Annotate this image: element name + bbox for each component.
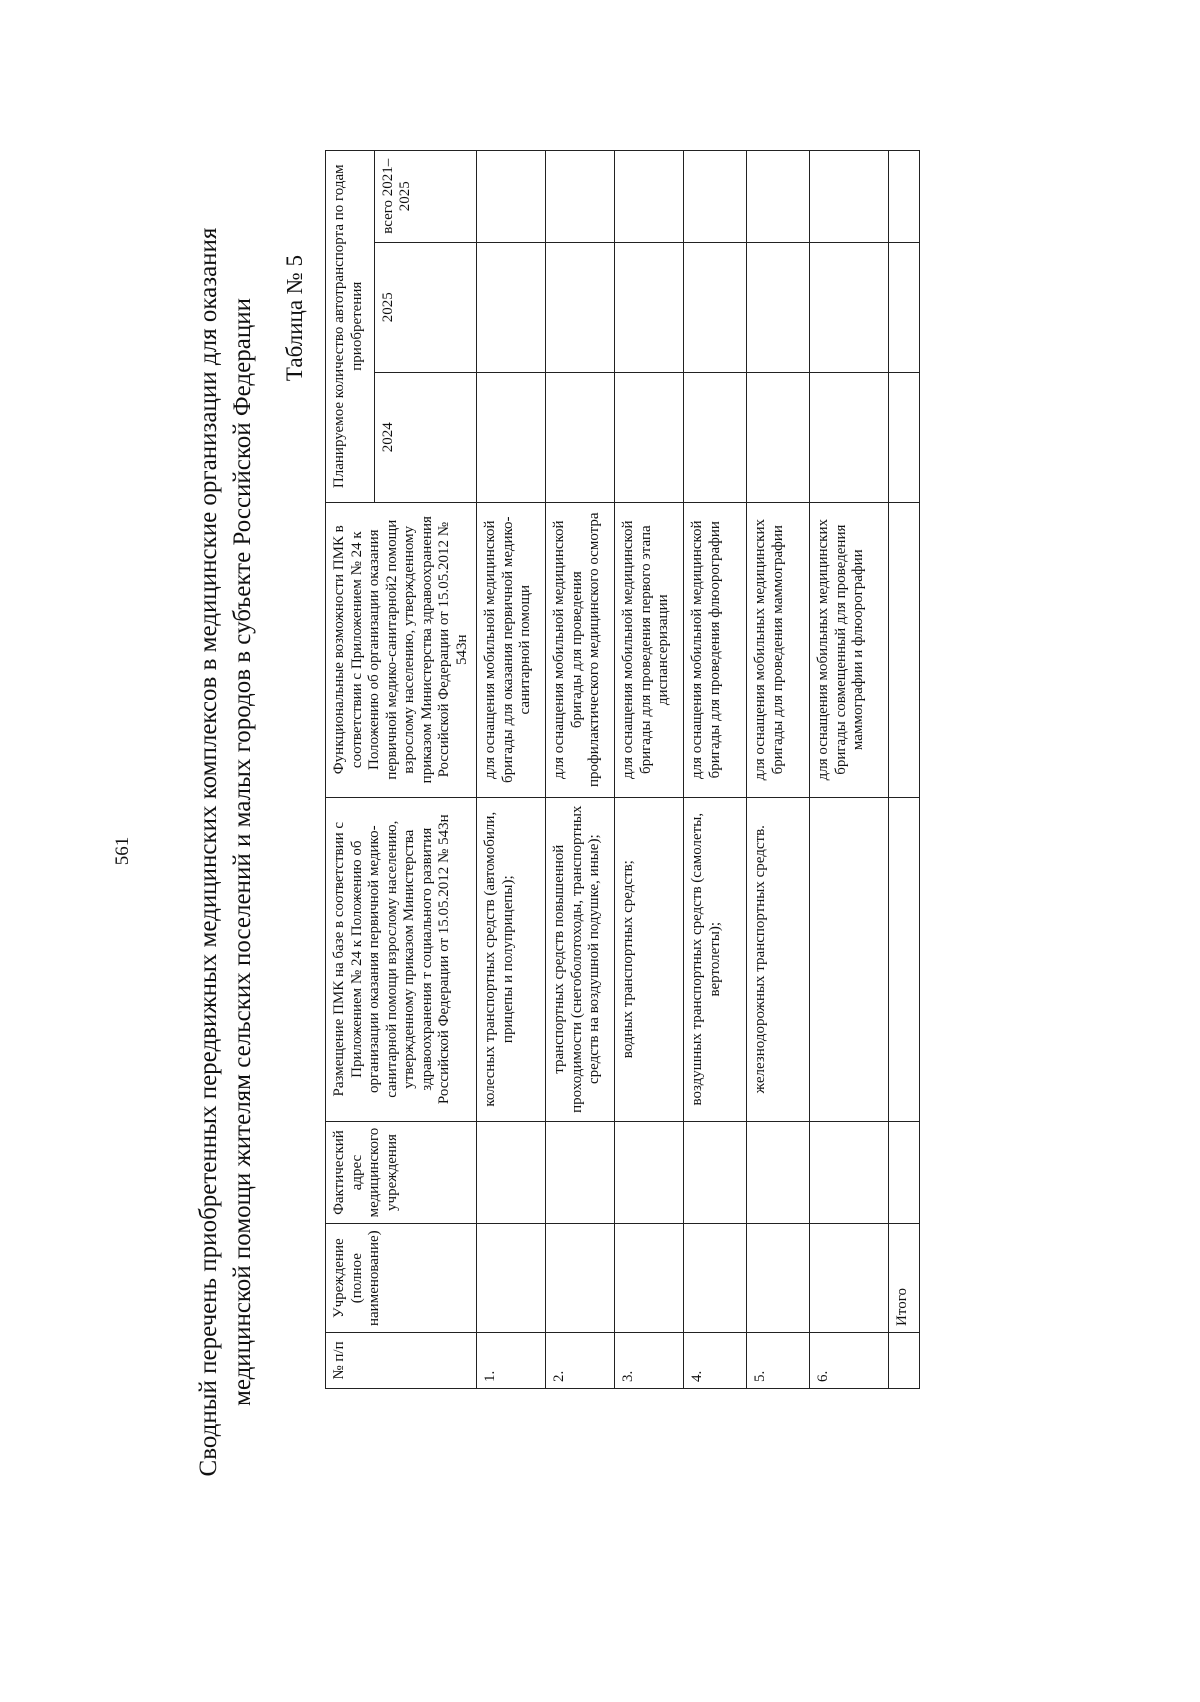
capabilities-cell: для оснащения мобильных медицинских бригады совмещенный для проведения маммографии и флюорографии (810, 502, 889, 797)
qty-2025-cell (615, 242, 684, 372)
table-row (546, 150, 615, 1388)
total-address-cell (889, 1121, 920, 1224)
total-number-cell (889, 1333, 920, 1389)
header-year-2025: 2025 (374, 242, 476, 372)
qty-2025-cell (546, 242, 615, 372)
row-number: 1. (477, 1333, 546, 1389)
table-caption: Таблица № 5 (282, 255, 307, 382)
total-all-cell (889, 150, 920, 242)
table-row (810, 150, 889, 1388)
address-cell (810, 1121, 889, 1224)
row-number: 5. (747, 1333, 810, 1389)
address-cell (546, 1121, 615, 1224)
header-year-2024: 2024 (374, 372, 476, 502)
qty-total-cell (546, 150, 615, 242)
address-cell (615, 1121, 684, 1224)
placement-cell: воздушных транспортных средств (самолеты, вертолеты); (684, 797, 747, 1121)
total-2024-cell (889, 372, 920, 502)
qty-2024-cell (477, 372, 546, 502)
header-capabilities: Функциональные возможности ПМК в соответствии с Приложением № 24 к Положению об организации оказания первичной медико-санитарной2 помощи взрослому населению, утвержденному приказом Министерства здравоохранения Российской Федерации от 15.05.2012 № 543н (326, 502, 477, 797)
header-placement: Размещение ПМК на базе в соответствии с Приложением № 24 к Положению об организации оказания первичной медико-санитарной помощи взрослому населению, утвержденному приказом Министерства здравоохранения т социального развития Российской Федерации от 15.05.2012 № 543н (326, 797, 477, 1121)
institution-cell (615, 1224, 684, 1333)
placement-cell: колесных транспортных средств (автомобили, прицепы и полуприцепы); (477, 797, 546, 1121)
header-number: № п/п (326, 1333, 477, 1389)
header-address: Фактический адрес медицинского учреждения (326, 1121, 477, 1224)
qty-2025-cell (477, 242, 546, 372)
total-row (889, 150, 920, 1388)
summary-table (325, 150, 920, 1389)
qty-2024-cell (747, 372, 810, 502)
title-line-2: медицинской помощи жителям сельских поселений и малых городов в субъекте Российской Федерации (229, 298, 256, 1406)
table-row (684, 150, 747, 1388)
institution-cell (810, 1224, 889, 1333)
header-total-years: всего 2021–2025 (374, 150, 476, 242)
qty-2024-cell (546, 372, 615, 502)
institution-cell (546, 1224, 615, 1333)
total-label: Итого (889, 1224, 920, 1333)
qty-2024-cell (810, 372, 889, 502)
page-number: 561 (112, 836, 133, 866)
total-capabilities-cell (889, 502, 920, 797)
qty-2024-cell (615, 372, 684, 502)
qty-2025-cell (747, 242, 810, 372)
table-row (615, 150, 684, 1388)
qty-total-cell (810, 150, 889, 242)
institution-cell (747, 1224, 810, 1333)
qty-total-cell (747, 150, 810, 242)
capabilities-cell: для оснащения мобильных медицинских бригады для проведения маммографии (747, 502, 810, 797)
qty-2024-cell (684, 372, 747, 502)
institution-cell (477, 1224, 546, 1333)
address-cell (747, 1121, 810, 1224)
title-line-1: Сводный перечень приобретенных передвижных медицинских комплексов в медицинские организации для оказания (195, 227, 222, 1477)
qty-total-cell (615, 150, 684, 242)
qty-2025-cell (810, 242, 889, 372)
table-row (747, 150, 810, 1388)
placement-cell: транспортных средств повышенной проходимости (снегоболотоходы, транспортных средств на воздушной подушке, иные); (546, 797, 615, 1121)
header-institution: Учреждение (полное наименование) (326, 1224, 477, 1333)
capabilities-cell: для оснащения мобильной медицинской бригады для проведения первого этапа диспансеризации (615, 502, 684, 797)
qty-2025-cell (684, 242, 747, 372)
row-number: 6. (810, 1333, 889, 1389)
capabilities-cell: для оснащения мобильной медицинской бригады для проведения профилактического медицинского осмотра (546, 502, 615, 797)
total-2025-cell (889, 242, 920, 372)
row-number: 4. (684, 1333, 747, 1389)
qty-total-cell (684, 150, 747, 242)
table-row (477, 150, 546, 1388)
qty-total-cell (477, 150, 546, 242)
row-number: 3. (615, 1333, 684, 1389)
total-placement-cell (889, 797, 920, 1121)
address-cell (477, 1121, 546, 1224)
row-number: 2. (546, 1333, 615, 1389)
document-title (192, 152, 260, 1552)
header-planned-quantity: Планируемое количество автотранспорта по годам приобретения (326, 150, 375, 502)
capabilities-cell: для оснащения мобильной медицинской бригады для проведения флюорографии (684, 502, 747, 797)
address-cell (684, 1121, 747, 1224)
placement-cell: железнодорожных транспортных средств. (747, 797, 810, 1121)
placement-cell (810, 797, 889, 1121)
placement-cell: водных транспортных средств; (615, 797, 684, 1121)
institution-cell (684, 1224, 747, 1333)
capabilities-cell: для оснащения мобильной медицинской бригады для оказания первичной медико-санитарной помощи (477, 502, 546, 797)
